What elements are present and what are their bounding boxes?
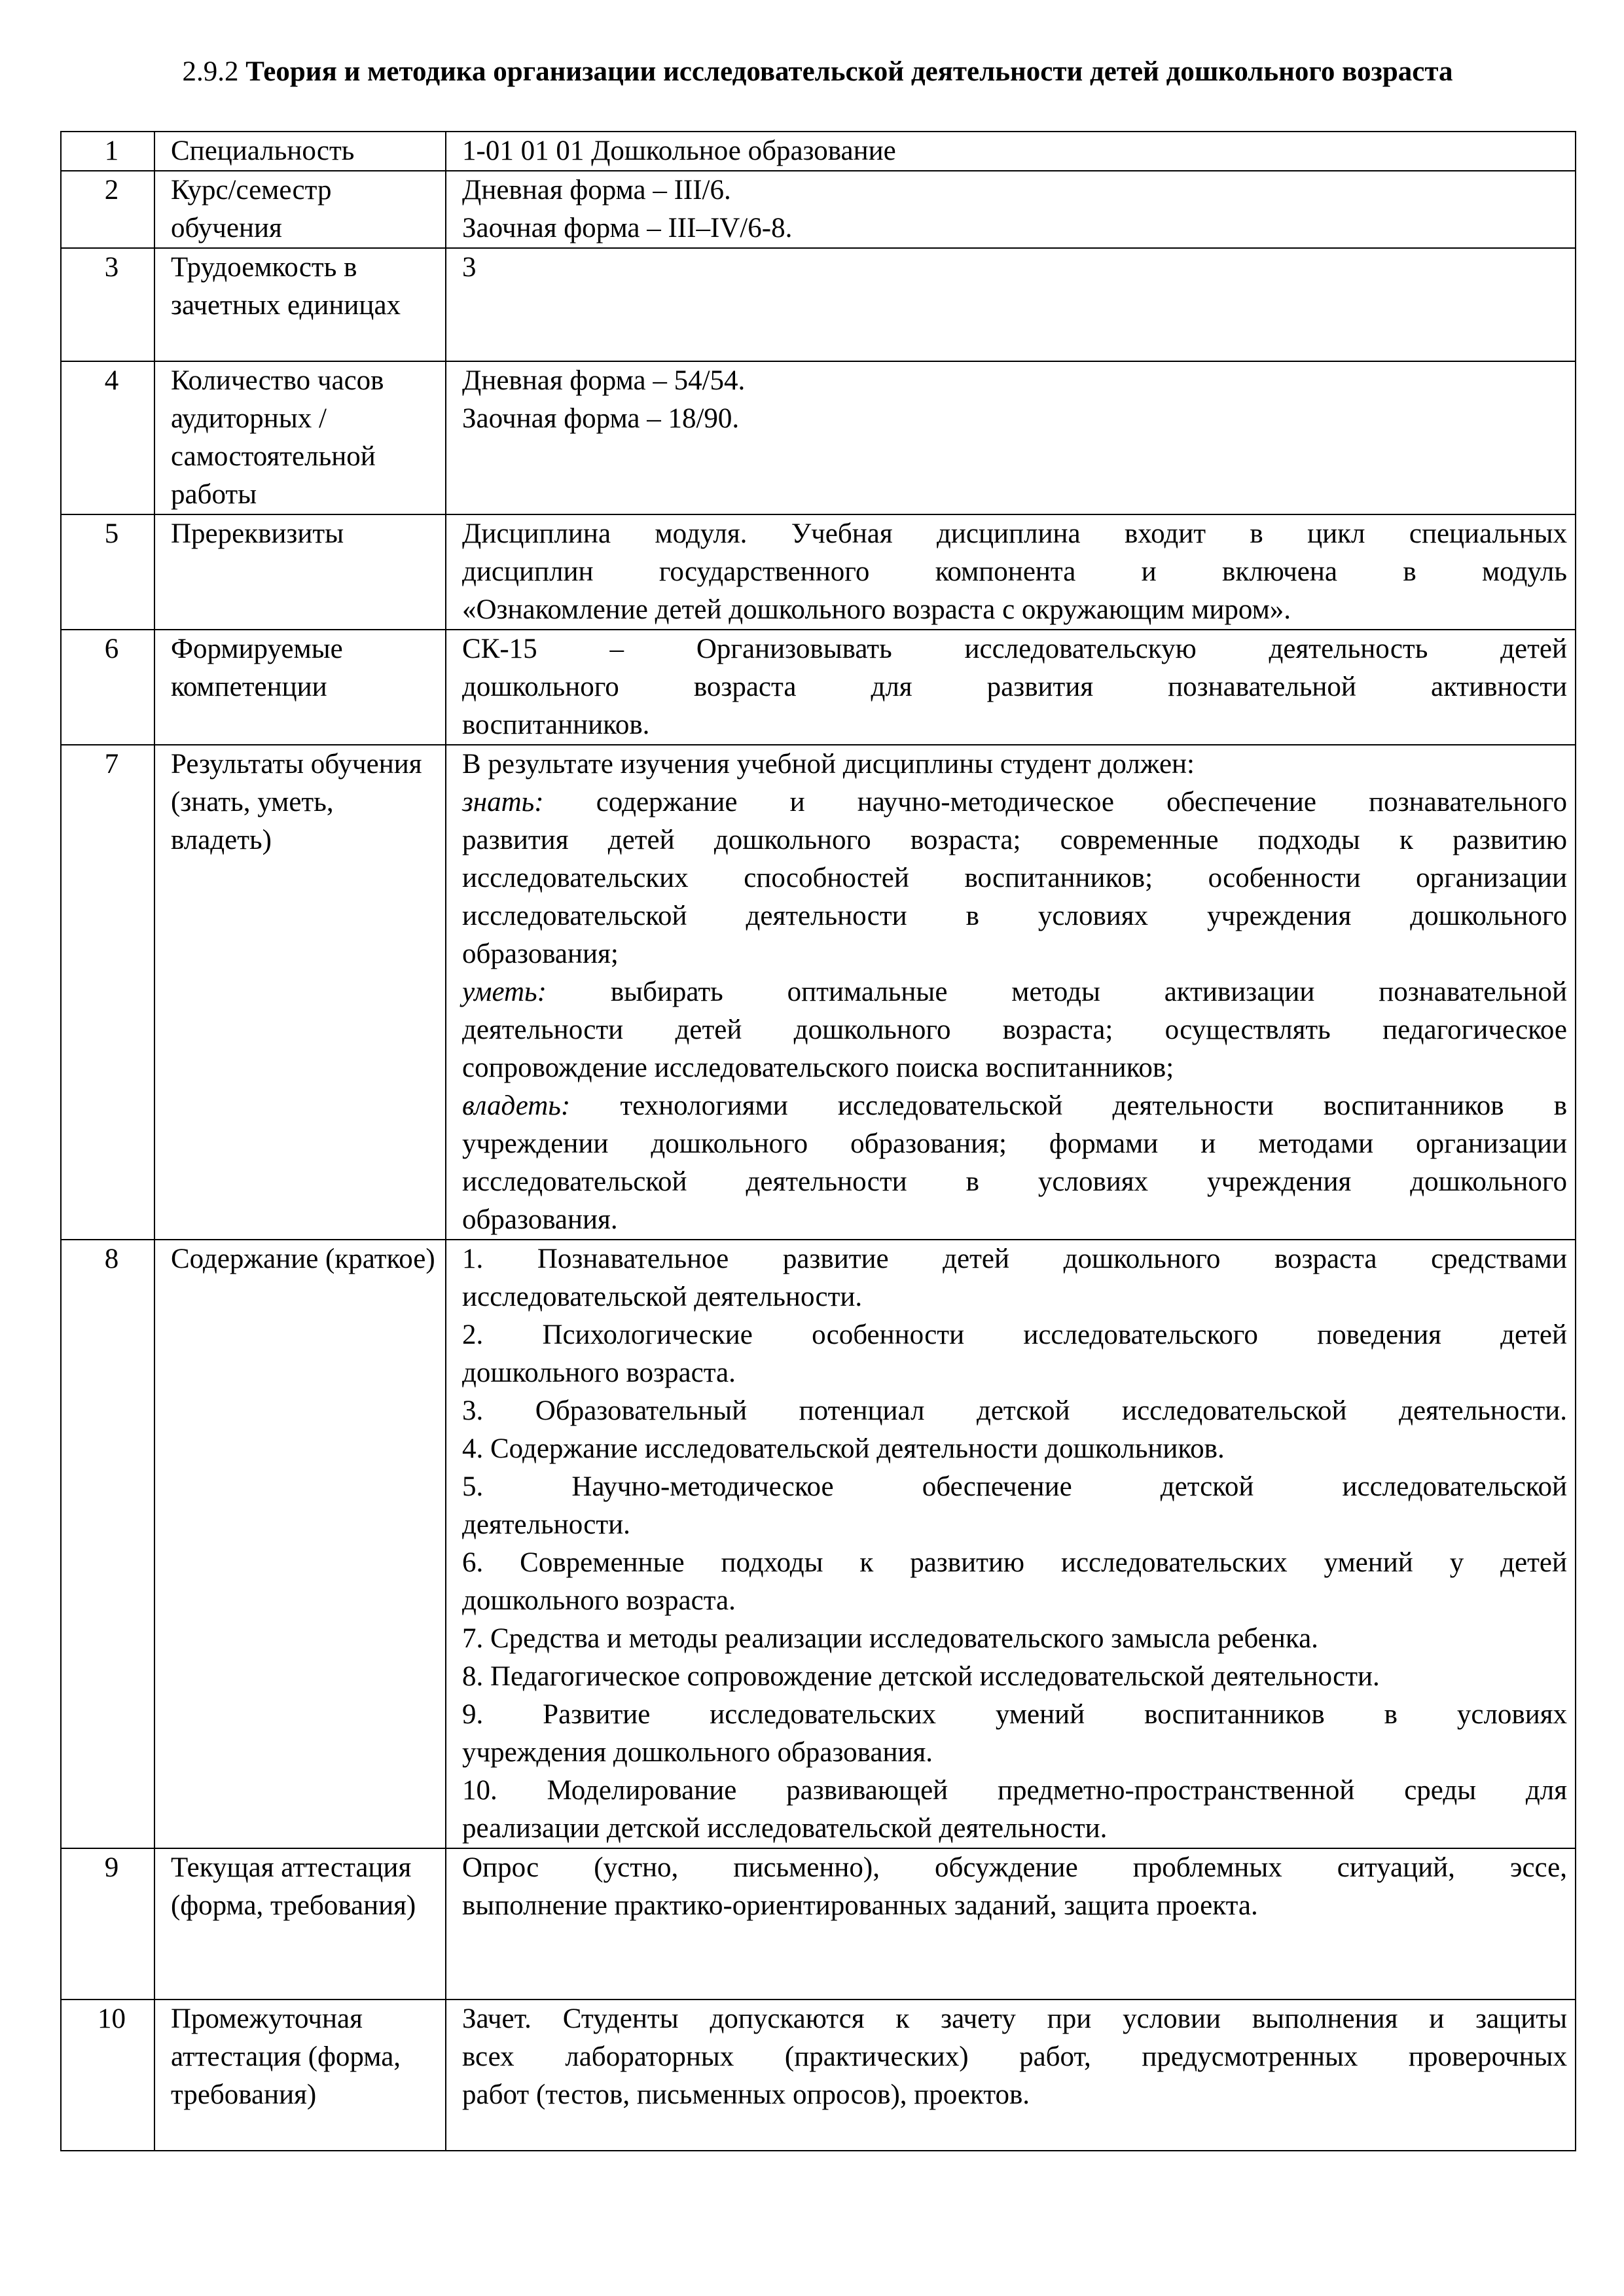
value-line-text: 3. Образовательный потенциал детской исследовательской деятельности. [462, 1395, 1567, 1426]
table-row [61, 630, 1576, 745]
value-line-text: 10. Моделирование развивающей предметно-пространственной среды для [462, 1775, 1567, 1806]
value-line [462, 1278, 1567, 1316]
value-line [462, 1087, 1567, 1125]
value-line-text: исследовательской деятельности. [462, 1282, 863, 1312]
value-line-text: исследовательских способностей воспитанников; особенности организации [462, 863, 1567, 893]
value-line [462, 1582, 1567, 1620]
value-line [462, 783, 1567, 821]
value-line [462, 1544, 1567, 1582]
row-number: 5 [61, 514, 154, 630]
row-label: Количество часов аудиторных / самостоятельной работы [154, 361, 446, 514]
value-line-text: выполнение практико-ориентированных заданий, защита проекта. [462, 1890, 1258, 1921]
value-line [462, 1468, 1567, 1506]
value-line-text: Заочная форма – III–IV/6-8. [462, 213, 793, 243]
value-line [462, 935, 1567, 973]
value-line-keyword: знать: [462, 787, 544, 817]
value-line [462, 973, 1567, 1011]
value-line [462, 1696, 1567, 1734]
value-line-text: дошкольного возраста. [462, 1585, 736, 1616]
value-line-text: 3 [462, 252, 477, 283]
row-number: 8 [61, 1240, 154, 1848]
row-number: 3 [61, 248, 154, 361]
row-value [446, 2000, 1576, 2151]
value-line [462, 897, 1567, 935]
row-value [446, 171, 1576, 248]
value-line-text: исследовательской деятельности в условиях учреждения дошкольного [462, 901, 1567, 931]
value-line-text: содержание и научно-методическое обеспечение познавательного [596, 787, 1567, 817]
value-line [462, 1430, 1567, 1468]
value-line [462, 249, 1567, 287]
value-line [462, 706, 1567, 744]
value-line [462, 745, 1567, 783]
value-line-text: дошкольного возраста. [462, 1357, 736, 1388]
value-line [462, 1620, 1567, 1658]
row-label: Трудоемкость в зачетных единицах [154, 248, 446, 361]
row-label: Содержание (краткое) [154, 1240, 446, 1848]
row-number: 10 [61, 2000, 154, 2151]
value-line-text: Дисциплина модуля. Учебная дисциплина входит в цикл специальных [462, 518, 1567, 549]
value-line [462, 362, 1567, 400]
value-line [462, 630, 1567, 668]
value-line-text: Зачет. Студенты допускаются к зачету при условии выполнения и защиты [462, 2003, 1567, 2034]
value-line-text: 4. Содержание исследовательской деятельности дошкольников. [462, 1433, 1225, 1464]
row-value [446, 630, 1576, 745]
value-line-text: реализации детской исследовательской деятельности. [462, 1813, 1108, 1844]
section-number: 2.9.2 [182, 56, 239, 87]
value-line-text: образования; [462, 939, 619, 969]
row-value [446, 1240, 1576, 1848]
value-line [462, 1658, 1567, 1696]
value-line [462, 1887, 1567, 1925]
value-line [462, 400, 1567, 438]
value-line [462, 1506, 1567, 1544]
value-line [462, 1011, 1567, 1049]
value-line-text: учреждении дошкольного образования; формами и методами организации [462, 1128, 1567, 1159]
value-line [462, 668, 1567, 706]
value-line-text: В результате изучения учебной дисциплины студент должен: [462, 749, 1195, 780]
value-line-text: 7. Средства и методы реализации исследовательского замысла ребенка. [462, 1623, 1318, 1654]
table-row [61, 745, 1576, 1240]
value-line [462, 1125, 1567, 1163]
value-line-text: 2. Психологические особенности исследовательского поведения детей [462, 1319, 1567, 1350]
discipline-spec-table [60, 131, 1576, 2151]
value-line-text: 5. Научно-методическое обеспечение детской исследовательской [462, 1471, 1567, 1502]
value-line [462, 1849, 1567, 1887]
row-number: 9 [61, 1848, 154, 2000]
row-value [446, 1848, 1576, 2000]
table-row [61, 171, 1576, 248]
row-label: Специальность [154, 132, 446, 171]
value-line [462, 171, 1567, 209]
table-row [61, 1848, 1576, 2000]
value-line [462, 2038, 1567, 2076]
row-label: Курс/семестр обучения [154, 171, 446, 248]
value-line-text: дисциплин государственного компонента и включена в модуль [462, 556, 1567, 587]
value-line-text: развития детей дошкольного возраста; современные подходы к развитию [462, 825, 1567, 855]
value-line-keyword: владеть: [462, 1090, 571, 1121]
value-line-text: 1. Познавательное развитие детей дошкольного возраста средствами [462, 1244, 1567, 1274]
value-line-text: деятельности детей дошкольного возраста; осуществлять педагогическое [462, 1014, 1567, 1045]
row-label: Формируемые компетенции [154, 630, 446, 745]
value-line-text: «Ознакомление детей дошкольного возраста с окружающим миром». [462, 594, 1291, 625]
value-line-text: Дневная форма – 54/54. [462, 365, 746, 396]
value-line [462, 821, 1567, 859]
row-value [446, 248, 1576, 361]
document-title [60, 54, 1575, 90]
row-number: 7 [61, 745, 154, 1240]
value-line-text: сопровождение исследовательского поиска воспитанников; [462, 1052, 1174, 1083]
value-line-text: исследовательской деятельности в условиях учреждения дошкольного [462, 1166, 1567, 1197]
row-number: 6 [61, 630, 154, 745]
value-line-text: Опрос (устно, письменно), обсуждение проблемных ситуаций, эссе, [462, 1852, 1567, 1883]
value-line-text: воспитанников. [462, 709, 650, 740]
table-row [61, 132, 1576, 171]
value-line [462, 1201, 1567, 1239]
value-line-text: работ (тестов, письменных опросов), проектов. [462, 2079, 1030, 2110]
row-number: 1 [61, 132, 154, 171]
value-line-text: 8. Педагогическое сопровождение детской исследовательской деятельности. [462, 1661, 1380, 1692]
value-line-text: 1-01 01 01 Дошкольное образование [462, 135, 896, 166]
value-line [462, 1772, 1567, 1810]
value-line-text: СК-15 – Организовывать исследовательскую деятельность детей [462, 634, 1567, 664]
row-value [446, 745, 1576, 1240]
spec-table-body [61, 132, 1576, 2151]
value-line-text: 6. Современные подходы к развитию исследовательских умений у детей [462, 1547, 1567, 1578]
row-value [446, 514, 1576, 630]
value-line [462, 2076, 1567, 2114]
row-label: Пререквизиты [154, 514, 446, 630]
row-value [446, 132, 1576, 171]
value-line [462, 1049, 1567, 1087]
value-line [462, 553, 1567, 591]
value-line-text: деятельности. [462, 1509, 630, 1540]
value-line [462, 515, 1567, 553]
value-line [462, 1392, 1567, 1430]
value-line [462, 1316, 1567, 1354]
value-line-text: технологиями исследовательской деятельности воспитанников в [620, 1090, 1567, 1121]
row-label: Промежуточная аттестация (форма, требования) [154, 2000, 446, 2151]
row-number: 2 [61, 171, 154, 248]
value-line [462, 1163, 1567, 1201]
table-row [61, 248, 1576, 361]
value-line [462, 132, 1567, 170]
value-line-text: образования. [462, 1204, 618, 1235]
value-line-text: Дневная форма – III/6. [462, 175, 731, 206]
row-number: 4 [61, 361, 154, 514]
table-row [61, 2000, 1576, 2151]
table-row [61, 1240, 1576, 1848]
table-row [61, 361, 1576, 514]
value-line [462, 2000, 1567, 2038]
value-line [462, 591, 1567, 629]
value-line-text: Заочная форма – 18/90. [462, 403, 740, 434]
value-line [462, 1734, 1567, 1772]
value-line [462, 209, 1567, 247]
value-line-text: дошкольного возраста для развития познавательной активности [462, 672, 1567, 702]
value-line [462, 1810, 1567, 1848]
value-line [462, 859, 1567, 897]
row-label: Текущая аттестация (форма, требования) [154, 1848, 446, 2000]
value-line-text: выбирать оптимальные методы активизации познавательной [610, 977, 1568, 1007]
value-line-keyword: уметь: [462, 977, 547, 1007]
value-line [462, 1240, 1567, 1278]
row-value [446, 361, 1576, 514]
value-line-text: всех лабораторных (практических) работ, предусмотренных проверочных [462, 2041, 1567, 2072]
row-label: Результаты обучения (знать, уметь, владеть) [154, 745, 446, 1240]
value-line [462, 1354, 1567, 1392]
table-row [61, 514, 1576, 630]
value-line-text: 9. Развитие исследовательских умений воспитанников в условиях [462, 1699, 1567, 1730]
discipline-title: Теория и методика организации исследовательской деятельности детей дошкольного возраста [245, 56, 1453, 87]
value-line-text: учреждения дошкольного образования. [462, 1737, 933, 1768]
